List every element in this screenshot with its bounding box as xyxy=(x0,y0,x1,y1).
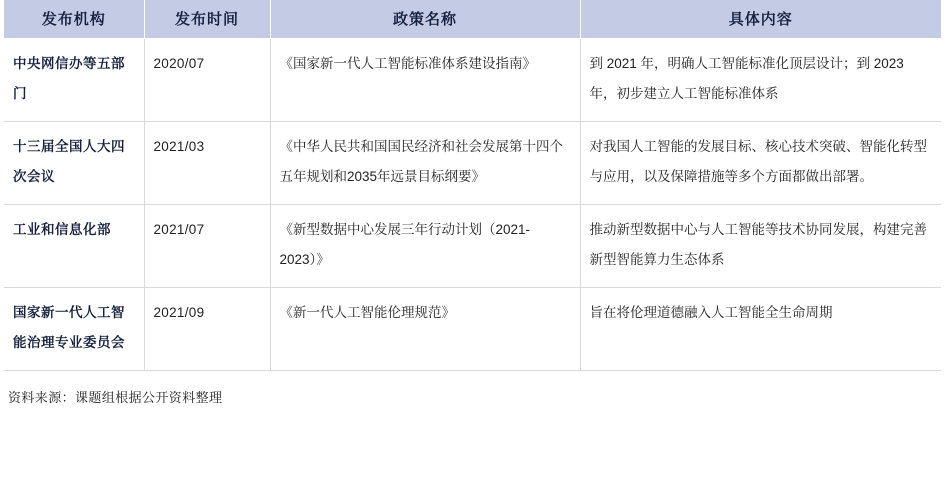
cell-date: 2021/09 xyxy=(144,287,270,370)
table-row xyxy=(4,204,941,287)
table-body xyxy=(4,38,941,370)
cell-policy: 《新型数据中心发展三年行动计划（2021-2023）》 xyxy=(270,204,580,287)
table-header-row xyxy=(4,0,941,38)
cell-date: 2020/07 xyxy=(144,38,270,121)
column-header-date: 发布时间 xyxy=(144,0,270,38)
policy-table xyxy=(4,0,941,371)
cell-agency: 国家新一代人工智能治理专业委员会 xyxy=(4,287,144,370)
table-row xyxy=(4,287,941,370)
table-row xyxy=(4,38,941,121)
source-note: 资料来源：课题组根据公开资料整理 xyxy=(8,389,223,405)
column-header-agency: 发布机构 xyxy=(4,0,144,38)
cell-agency: 中央网信办等五部门 xyxy=(4,38,144,121)
cell-policy: 《中华人民共和国国民经济和社会发展第十四个五年规划和2035年远景目标纲要》 xyxy=(270,121,580,204)
cell-date: 2021/03 xyxy=(144,121,270,204)
table-row xyxy=(4,121,941,204)
cell-agency: 工业和信息化部 xyxy=(4,204,144,287)
cell-content: 到 2021 年，明确人工智能标准化顶层设计；到 2023 年，初步建立人工智能标准体系 xyxy=(580,38,941,121)
cell-content: 对我国人工智能的发展目标、核心技术突破、智能化转型与应用，以及保障措施等多个方面都做出部署。 xyxy=(580,121,941,204)
cell-policy: 《新一代人工智能伦理规范》 xyxy=(270,287,580,370)
cell-agency: 十三届全国人大四次会议 xyxy=(4,121,144,204)
cell-content: 推动新型数据中心与人工智能等技术协同发展，构建完善新型智能算力生态体系 xyxy=(580,204,941,287)
column-header-content: 具体内容 xyxy=(580,0,941,38)
cell-date: 2021/07 xyxy=(144,204,270,287)
table-header xyxy=(4,0,941,38)
cell-policy: 《国家新一代人工智能标准体系建设指南》 xyxy=(270,38,580,121)
column-header-policy: 政策名称 xyxy=(270,0,580,38)
cell-content: 旨在将伦理道德融入人工智能全生命周期 xyxy=(580,287,941,370)
